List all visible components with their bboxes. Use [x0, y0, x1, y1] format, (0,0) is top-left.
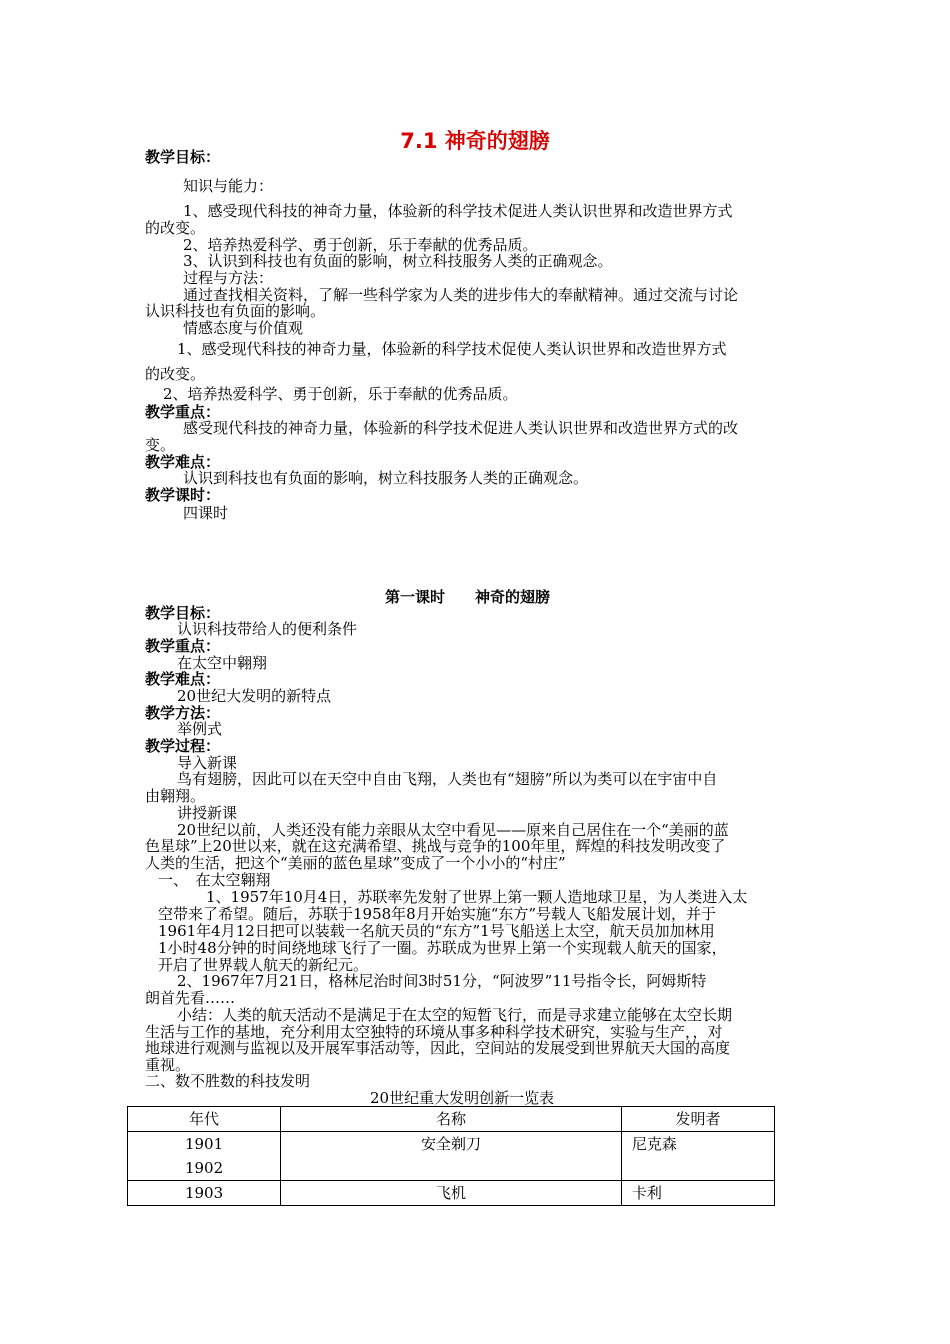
emotion-item-1: 1、感受现代科技的神奇力量，体验新的科学技术促使人类认识世界和改造世界方式 — [177, 340, 727, 358]
intro-text: 鸟有翅膀，因此可以在天空中自由飞翔，人类也有“翅膀”所以为类可以在宇宙中自 — [177, 770, 718, 788]
table-row — [128, 1181, 775, 1206]
row-name: 飞机 — [281, 1181, 622, 1206]
space-item-1e: 开启了世界载人航天的新纪元。 — [158, 956, 369, 974]
row-inventor: 卡利 — [621, 1181, 774, 1206]
knowledge-heading: 知识与能力： — [183, 177, 274, 195]
table-row — [128, 1132, 775, 1181]
hours-item-1: 四课时 — [183, 504, 229, 522]
knowledge-item-1-cont: 的改变。 — [145, 219, 206, 237]
knowledge-item-1: 1、感受现代科技的神奇力量，体验新的科学技术促进人类认识世界和改造世界方式 — [183, 202, 733, 220]
emotion-item-1-cont: 的改变。 — [145, 365, 206, 383]
lesson-goals-heading: 教学目标： — [145, 604, 221, 622]
process-heading: 过程与方法： — [183, 269, 274, 287]
teach-text-2: 色星球”上20世以来，就在这充满希望、挑战与竞争的100年里，辉煌的科技发明改变了 — [145, 837, 726, 855]
part-2-heading: 二、数不胜数的科技发明 — [145, 1072, 311, 1090]
header-inventor: 发明者 — [621, 1107, 774, 1132]
space-item-1b: 空带来了希望。随后，苏联于1958年8月开始实施“东方”号载人飞船发展计划，并于 — [158, 905, 717, 923]
lesson-subtitle: 第一课时 神奇的翅膀 — [385, 588, 551, 606]
table-header-row — [128, 1107, 775, 1132]
emotion-heading: 情感态度与价值观 — [183, 319, 304, 337]
header-year: 年代 — [128, 1107, 281, 1132]
table-title: 20世纪重大发明创新一览表 — [370, 1089, 555, 1107]
teach-text-1: 20世纪以前，人类还没有能力亲眼从太空中看见——原来自己居住在一个“美丽的蓝 — [177, 821, 729, 839]
summary-2: 生活与工作的基地，充分利用太空独特的环境从事多种科学技术研究，实验与生产，，对 — [145, 1023, 723, 1041]
row-name: 安全剃刀 — [281, 1132, 622, 1181]
knowledge-item-3: 3、认识到科技也有负面的影响，树立科技服务人类的正确观念。 — [183, 252, 613, 270]
header-name: 名称 — [281, 1107, 622, 1132]
lesson-process-heading: 教学过程： — [145, 737, 221, 755]
key-item-1: 感受现代科技的神奇力量，体验新的科学技术促进人类认识世界和改造世界方式的改 — [183, 419, 739, 437]
summary-3: 地球进行观测与监视以及开展军事活动等，因此，空间站的发展受到世界航天大国的高度 — [145, 1039, 731, 1057]
row-year — [128, 1132, 281, 1181]
space-item-1a: 1、1957年10月4日，苏联率先发射了世界上第一颗人造地球卫星，为人类进入太 — [206, 888, 748, 906]
row-year-1: 1901 — [184, 1135, 224, 1153]
lesson-difficulty-heading: 教学难点： — [145, 670, 221, 688]
difficulty-heading: 教学难点： — [145, 453, 221, 471]
intro-text-cont: 由翱翔。 — [145, 787, 206, 805]
intro-heading: 导入新课 — [177, 754, 238, 772]
space-item-1d: 1小时48分钟的时间绕地球飞行了一圈。苏联成为世界上第一个实现载人航天的国家， — [158, 939, 727, 957]
key-item-1-cont: 变。 — [145, 436, 176, 454]
summary-1: 小结：人类的航天活动不是满足于在太空的短暂飞行，而是寻求建立能够在太空长期 — [177, 1006, 733, 1024]
lesson-method-heading: 教学方法： — [145, 704, 221, 722]
process-item-1-cont: 认识科技也有负面的影响。 — [145, 302, 326, 320]
process-item-1: 通过查找相关资料，了解一些科学家为人类的进步伟大的奉献精神。通过交流与讨论 — [183, 286, 739, 304]
lesson-key-item: 在太空中翱翔 — [177, 654, 268, 672]
goals-heading: 教学目标： — [145, 148, 221, 166]
space-item-2b: 朗首先看…… — [145, 989, 236, 1007]
summary-4: 重视。 — [145, 1056, 191, 1074]
teach-text-3: 人类的生活，把这个“美丽的蓝色星球”变成了一个小小的“村庄” — [145, 854, 566, 872]
lesson-goals-item: 认识科技带给人的便利条件 — [177, 620, 358, 638]
row-year-2: 1902 — [184, 1159, 224, 1177]
space-item-2a: 2、1967年7月21日，格林尼治时间3时51分，“阿波罗”11号指令长，阿姆斯特 — [177, 972, 707, 990]
row-inventor: 尼克森 — [621, 1132, 774, 1181]
inventions-table — [127, 1106, 775, 1206]
knowledge-item-2: 2、培养热爱科学、勇于创新，乐于奉献的优秀品质。 — [183, 236, 538, 254]
row-year: 1903 — [128, 1181, 281, 1206]
key-heading: 教学重点： — [145, 403, 221, 421]
lesson-difficulty-item: 20世纪大发明的新特点 — [177, 687, 332, 705]
space-item-1c: 1961年4月12日把可以装载一名航天员的“东方”1号飞船送上太空，航天员加加林用 — [158, 922, 715, 940]
difficulty-item-1: 认识到科技也有负面的影响，树立科技服务人类的正确观念。 — [183, 469, 589, 487]
teach-heading: 讲授新课 — [177, 804, 238, 822]
hours-heading: 教学课时： — [145, 486, 221, 504]
lesson-key-heading: 教学重点： — [145, 637, 221, 655]
lesson-method-item: 举例式 — [177, 720, 223, 738]
emotion-item-2: 2、培养热爱科学、勇于创新，乐于奉献的优秀品质。 — [163, 385, 518, 403]
page-title: 7.1 神奇的翅膀 — [400, 129, 550, 153]
part-1-heading: 一、 在太空翱翔 — [158, 871, 271, 889]
